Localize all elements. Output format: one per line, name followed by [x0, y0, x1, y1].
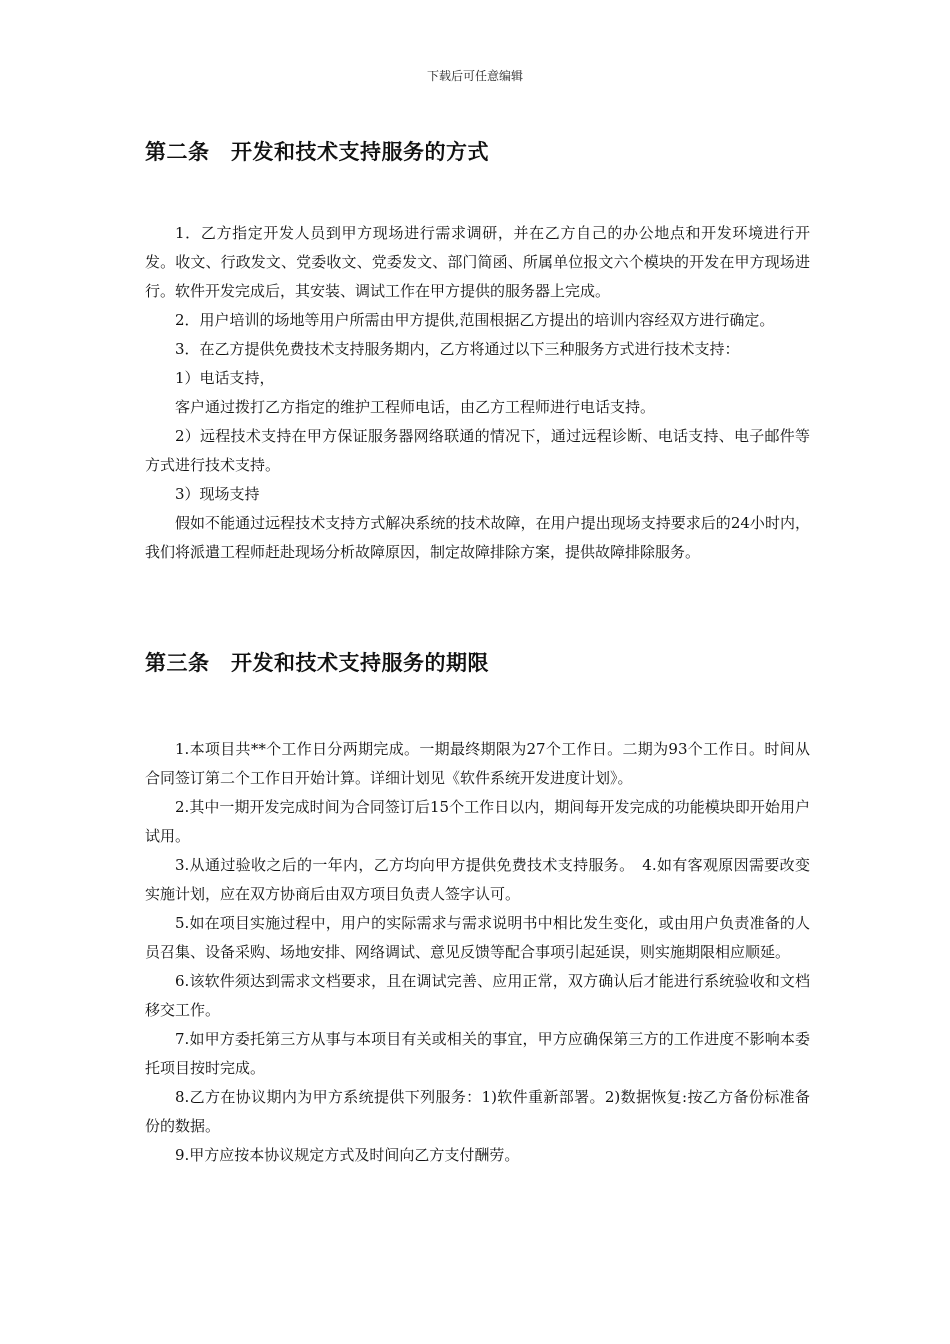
article-3-section — [145, 648, 810, 1170]
article-3-paragraph: 9.甲方应按本协议规定方式及时间向乙方支付酬劳。 — [175, 1146, 520, 1164]
article-2-paragraph: 客户通过拨打乙方指定的维护工程师电话，由乙方工程师进行电话支持。 — [175, 398, 656, 416]
article-3-paragraph: 1.本项目共**个工作日分两期完成。一期最终期限为27个工作日。二期为93个工作日。时间从合同签订第二个工作日开始计算。详细计划见《软件系统开发进度计划》。 — [145, 740, 810, 787]
article-2-paragraph: 3）现场支持 — [175, 485, 260, 503]
article-2-paragraph: 1）电话支持， — [175, 369, 275, 387]
article-2-heading: 第二条 开发和技术支持服务的方式 — [145, 140, 489, 164]
article-2-section — [145, 137, 810, 567]
article-3-paragraph: 3.从通过验收之后的一年内，乙方均向甲方提供免费技术支持服务。 4.如有客观原因需要改变实施计划，应在双方协商后由双方项目负责人签字认可。 — [145, 856, 810, 903]
article-3-heading: 第三条 开发和技术支持服务的期限 — [145, 651, 489, 675]
article-2-paragraph: 3．在乙方提供免费技术支持服务期内，乙方将通过以下三种服务方式进行技术支持： — [175, 340, 740, 358]
article-3-paragraph: 8.乙方在协议期内为甲方系统提供下列服务：1)软件重新部署。2)数据恢复:按乙方备份标准备份的数据。 — [145, 1088, 810, 1135]
article-2-paragraph: 2）远程技术支持在甲方保证服务器网络联通的情况下，通过远程诊断、电话支持、电子邮件等方式进行技术支持。 — [145, 427, 810, 474]
article-2-paragraph: 1．乙方指定开发人员到甲方现场进行需求调研，并在乙方自己的办公地点和开发环境进行开发。收文、行政发文、党委收文、党委发文、部门简函、所属单位报文六个模块的开发在甲方现场进行。软件开发完成后，其安装、调试工作在甲方提供的服务器上完成。 — [145, 224, 810, 300]
article-3-paragraph: 2.其中一期开发完成时间为合同签订后15个工作日以内，期间每开发完成的功能模块即开始用户试用。 — [145, 798, 810, 845]
article-2-paragraph: 2．用户培训的场地等用户所需由甲方提供,范围根据乙方提出的培训内容经双方进行确定。 — [175, 311, 775, 329]
article-3-paragraph: 7.如甲方委托第三方从事与本项目有关或相关的事宜，甲方应确保第三方的工作进度不影响本委托项目按时完成。 — [145, 1030, 810, 1077]
article-3-paragraph: 5.如在项目实施过程中，用户的实际需求与需求说明书中相比发生变化，或由用户负责准备的人员召集、设备采购、场地安排、网络调试、意见反馈等配合事项引起延误，则实施期限相应顺延。 — [145, 914, 810, 961]
article-3-paragraph: 6.该软件须达到需求文档要求，且在调试完善、应用正常，双方确认后才能进行系统验收和文档移交工作。 — [145, 972, 810, 1019]
header-note: 下载后可任意编辑 — [426, 69, 523, 83]
article-2-paragraph: 假如不能通过远程技术支持方式解决系统的技术故障，在用户提出现场支持要求后的24小时内，我们将派遣工程师赶赴现场分析故障原因，制定故障排除方案，提供故障排除服务。 — [145, 514, 810, 561]
